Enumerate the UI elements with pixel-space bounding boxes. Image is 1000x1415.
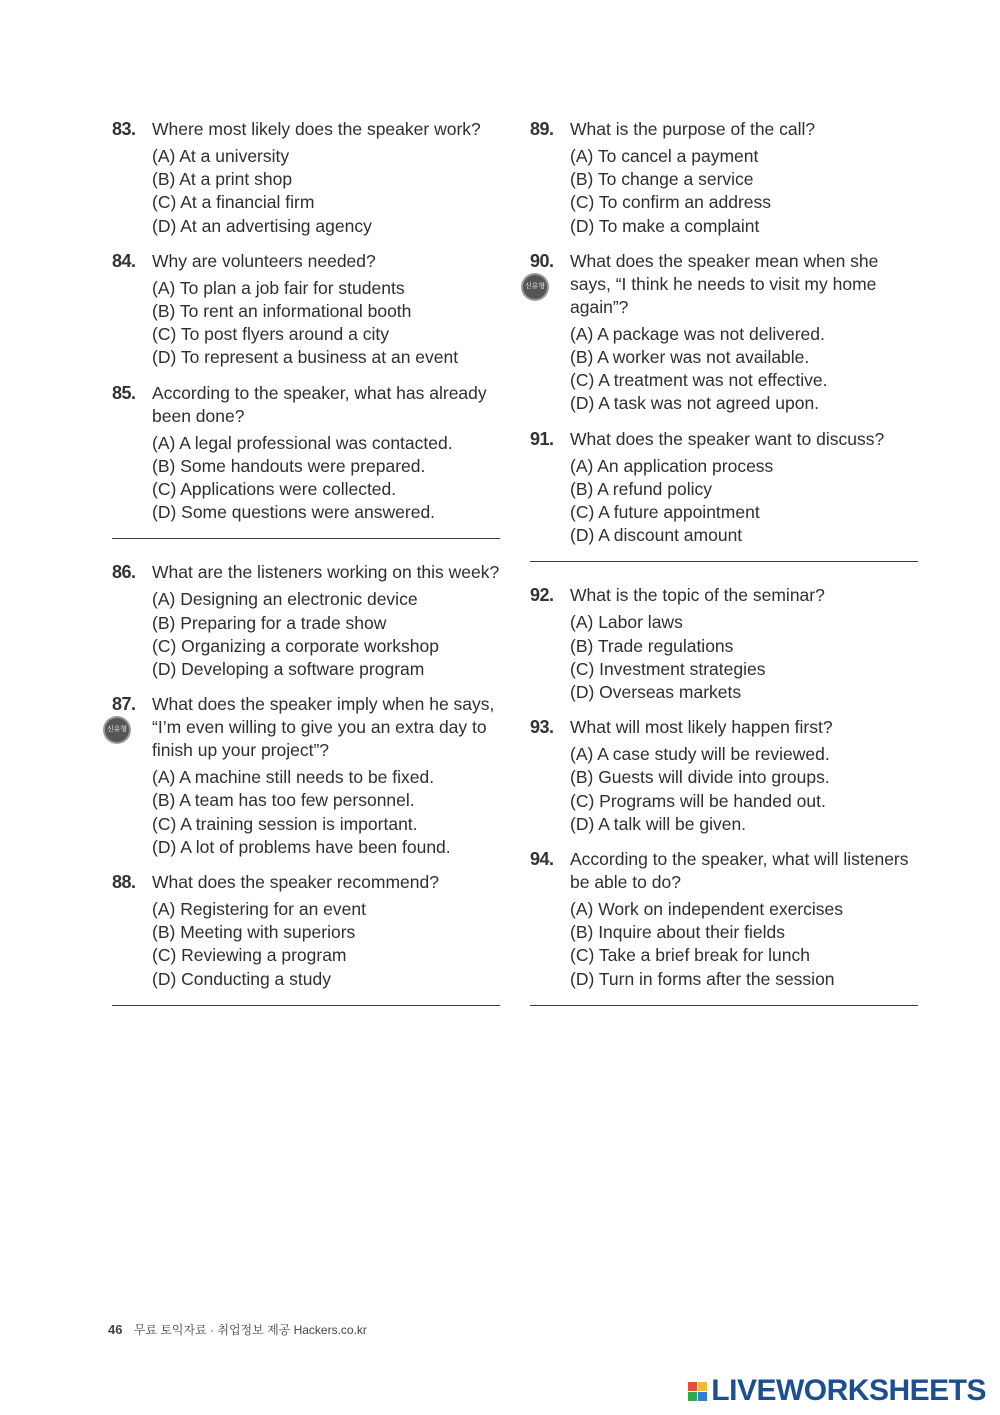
question-number: 94. bbox=[530, 849, 554, 870]
question-number: 85. bbox=[112, 382, 136, 403]
answer-option[interactable]: (D) Developing a software program bbox=[152, 659, 425, 680]
question-number: 88. bbox=[112, 872, 136, 893]
question-text: What is the topic of the seminar? bbox=[570, 585, 825, 606]
question-number: 93. bbox=[530, 717, 554, 738]
answer-option[interactable]: (D) Conducting a study bbox=[152, 968, 331, 989]
question-91 bbox=[530, 428, 920, 548]
question-text: According to the speaker, what will listeners be able to do? bbox=[570, 849, 909, 893]
answer-option[interactable]: (D) To represent a business at an event bbox=[152, 347, 459, 368]
logo-square bbox=[698, 1392, 707, 1401]
answer-option[interactable]: (C) Reviewing a program bbox=[152, 945, 347, 966]
answer-option[interactable]: (C) Organizing a corporate workshop bbox=[152, 635, 439, 656]
question-text: What does the speaker recommend? bbox=[152, 872, 439, 893]
answer-option[interactable]: (B) To change a service bbox=[570, 169, 754, 190]
logo-square bbox=[688, 1382, 697, 1391]
brand-name: LIVEWORKSHEETS bbox=[711, 1374, 986, 1407]
liveworksheets-logo bbox=[688, 1374, 986, 1408]
question-94 bbox=[530, 848, 920, 991]
answer-option[interactable]: (A) Work on independent exercises bbox=[570, 899, 844, 920]
question-number: 89. bbox=[530, 119, 554, 139]
logo-squares-icon bbox=[688, 1382, 707, 1401]
right-column bbox=[524, 118, 920, 1028]
answer-option[interactable]: (D) A talk will be given. bbox=[570, 813, 747, 834]
answer-options bbox=[152, 898, 502, 991]
answer-option[interactable]: (C) Programs will be handed out. bbox=[570, 790, 826, 811]
question-number: 87. bbox=[112, 694, 136, 715]
answer-option[interactable]: (A) A machine still needs to be fixed. bbox=[152, 767, 435, 788]
question-number: 90. bbox=[530, 250, 554, 271]
answer-options bbox=[152, 588, 502, 681]
answer-option[interactable]: (A) A package was not delivered. bbox=[570, 323, 825, 344]
section-divider bbox=[530, 1005, 918, 1006]
question-text: What are the listeners working on this week? bbox=[152, 562, 500, 583]
new-type-badge-icon: 신유형 bbox=[523, 275, 547, 299]
section-divider bbox=[530, 561, 918, 562]
answer-option[interactable]: (A) To cancel a payment bbox=[570, 146, 759, 166]
question-text: What will most likely happen first? bbox=[570, 717, 833, 738]
question-text: Where most likely does the speaker work? bbox=[152, 119, 481, 139]
question-number: 83. bbox=[112, 119, 136, 139]
answer-option[interactable]: (B) Meeting with superiors bbox=[152, 922, 356, 943]
answer-options bbox=[570, 455, 920, 548]
answer-option[interactable]: (B) A refund policy bbox=[570, 478, 713, 499]
question-text: What does the speaker mean when she says, “I think he needs to visit my home again”? bbox=[570, 250, 879, 317]
section-divider bbox=[112, 538, 500, 539]
answer-options bbox=[570, 323, 920, 416]
answer-option[interactable]: (B) A worker was not available. bbox=[570, 347, 810, 368]
answer-option[interactable]: (B) Inquire about their fields bbox=[570, 922, 785, 943]
answer-option[interactable]: (C) A future appointment bbox=[570, 502, 760, 523]
answer-option[interactable]: (B) At a print shop bbox=[152, 169, 293, 190]
answer-option[interactable]: (D) Turn in forms after the session bbox=[570, 968, 835, 989]
page-footer bbox=[108, 1321, 367, 1338]
answer-option[interactable]: (A) An application process bbox=[570, 455, 774, 476]
answer-option[interactable]: (D) A lot of problems have been found. bbox=[152, 836, 451, 857]
answer-option[interactable]: (D) Overseas markets bbox=[570, 682, 742, 703]
question-86 bbox=[112, 561, 502, 681]
left-column bbox=[106, 118, 502, 1028]
answer-options bbox=[152, 432, 502, 525]
question-93 bbox=[530, 716, 920, 836]
answer-option[interactable]: (C) A training session is important. bbox=[152, 813, 418, 834]
answer-option[interactable]: (C) At a financial firm bbox=[152, 192, 315, 213]
question-text: Why are volunteers needed? bbox=[152, 250, 376, 271]
answer-option[interactable]: (D) To make a complaint bbox=[570, 215, 760, 236]
answer-option[interactable]: (C) A treatment was not effective. bbox=[570, 370, 828, 391]
answer-option[interactable]: (B) Trade regulations bbox=[570, 635, 734, 656]
logo-square bbox=[698, 1382, 707, 1391]
answer-option[interactable]: (D) A discount amount bbox=[570, 525, 743, 546]
question-text: What is the purpose of the call? bbox=[570, 119, 816, 139]
answer-option[interactable]: (B) Some handouts were prepared. bbox=[152, 455, 426, 476]
page-number: 46 bbox=[108, 1322, 123, 1337]
answer-option[interactable]: (B) A team has too few personnel. bbox=[152, 790, 415, 811]
answer-option[interactable]: (B) To rent an informational booth bbox=[152, 301, 412, 322]
section-divider bbox=[112, 1005, 500, 1006]
answer-option[interactable]: (D) At an advertising agency bbox=[152, 215, 372, 236]
question-88 bbox=[112, 871, 502, 991]
question-83 bbox=[112, 118, 502, 238]
question-number: 92. bbox=[530, 585, 554, 606]
question-90 bbox=[524, 250, 920, 416]
answer-option[interactable]: (C) Take a brief break for lunch bbox=[570, 945, 810, 966]
answer-options bbox=[152, 145, 502, 238]
answer-option[interactable]: (D) A task was not agreed upon. bbox=[570, 393, 820, 414]
answer-option[interactable]: (D) Some questions were answered. bbox=[152, 502, 436, 523]
answer-options bbox=[570, 898, 920, 991]
answer-option[interactable]: (A) Labor laws bbox=[570, 612, 683, 633]
footer-text: 무료 토익자료 · 취업정보 제공 Hackers.co.kr bbox=[133, 1323, 367, 1337]
new-type-badge-icon: 신유형 bbox=[105, 718, 129, 742]
question-number: 86. bbox=[112, 562, 136, 583]
question-89 bbox=[530, 118, 920, 238]
answer-option[interactable]: (A) Designing an electronic device bbox=[152, 589, 418, 610]
answer-option[interactable]: (C) Applications were collected. bbox=[152, 479, 397, 500]
question-text: What does the speaker want to discuss? bbox=[570, 428, 885, 449]
answer-option[interactable]: (A) Registering for an event bbox=[152, 899, 366, 920]
answer-options bbox=[152, 766, 502, 859]
answer-options bbox=[570, 145, 920, 238]
answer-option[interactable]: (B) Preparing for a trade show bbox=[152, 612, 387, 633]
answer-option[interactable]: (A) A case study will be reviewed. bbox=[570, 744, 830, 765]
logo-square bbox=[688, 1392, 697, 1401]
answer-option[interactable]: (A) To plan a job fair for students bbox=[152, 277, 405, 298]
answer-options bbox=[570, 743, 920, 836]
answer-option[interactable]: (C) To confirm an address bbox=[570, 192, 772, 213]
question-text: According to the speaker, what has already been done? bbox=[152, 382, 487, 426]
answer-option[interactable]: (C) Investment strategies bbox=[570, 658, 766, 679]
question-number: 84. bbox=[112, 250, 136, 271]
question-92 bbox=[530, 584, 920, 704]
question-number: 91. bbox=[530, 428, 554, 449]
answer-option[interactable]: (C) To post flyers around a city bbox=[152, 324, 389, 345]
question-84 bbox=[112, 250, 502, 370]
question-text: What does the speaker imply when he says, “I’m even willing to give you an extra day to finish up your project”? bbox=[152, 694, 495, 761]
question-87 bbox=[106, 693, 502, 859]
answer-options bbox=[152, 277, 502, 370]
answer-option[interactable]: (A) A legal professional was contacted. bbox=[152, 432, 453, 453]
answer-option[interactable]: (B) Guests will divide into groups. bbox=[570, 767, 830, 788]
question-85 bbox=[112, 382, 502, 525]
answer-options bbox=[570, 611, 920, 704]
answer-option[interactable]: (A) At a university bbox=[152, 146, 290, 166]
